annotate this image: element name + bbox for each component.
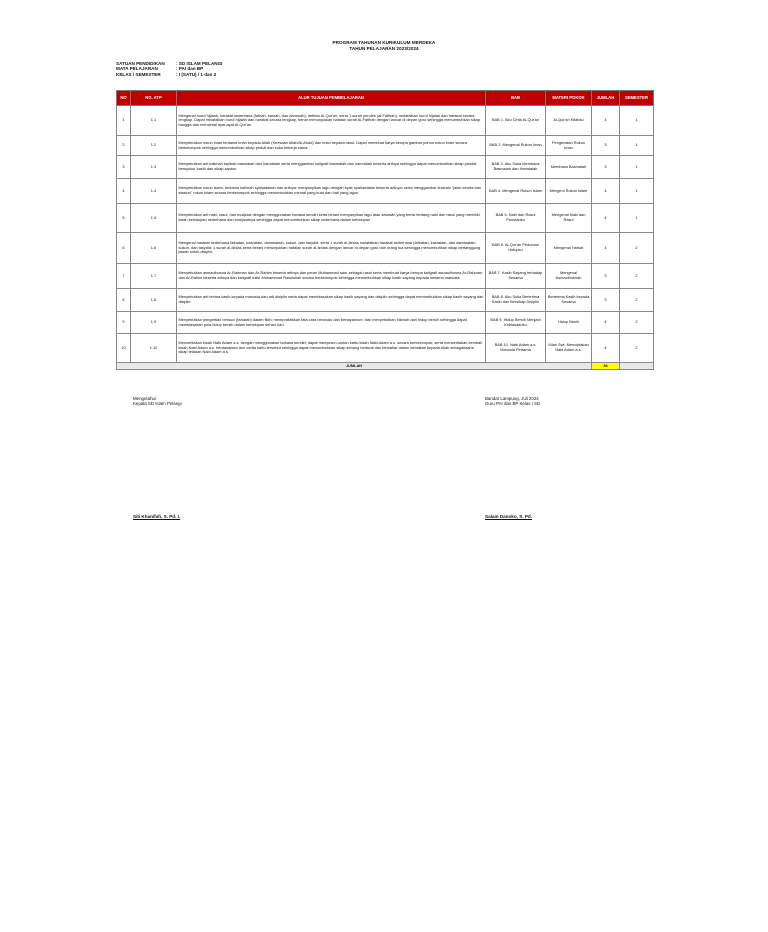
document-subtitle: TAHUN PELAJARAN 2023/2024 <box>349 46 419 51</box>
prota-table <box>116 90 654 370</box>
cell-atp: 1.2 <box>131 136 177 156</box>
cell-jumlah: 4 <box>592 106 620 136</box>
header-semester: SEMESTER <box>620 91 654 106</box>
cell-jumlah: 4 <box>592 204 620 233</box>
cell-no: 5 <box>117 204 131 233</box>
cell-jumlah: 4 <box>592 233 620 264</box>
cell-bab: BAB 5. Nabi dan Rosul Panutanku <box>486 204 546 233</box>
cell-bab: BAB 7. Kasih Sayang terhadap Sesama <box>486 264 546 289</box>
cell-no: 4 <box>117 179 131 204</box>
cell-no: 1 <box>117 106 131 136</box>
table-row <box>117 204 654 233</box>
cell-semester: 2 <box>620 264 654 289</box>
cell-semester: 2 <box>620 289 654 312</box>
kelas-value: : I (SATU) / 1 dan 2 <box>176 71 217 77</box>
cell-materi: Mengenl Rukun Islam <box>546 179 592 204</box>
cell-tujuan: Menyebutkan rukun islam, tentama kalimah syahadatain dan artinya; menyanyikan lagu dengan syair syahadatain beserta artinya; serta menggambar ilustrasi "jalan kereta dan stasiun" rukun Islam secara berkelompok sehingga menumbuhkan mental yang kuat dan hati yang agun. <box>177 179 486 204</box>
teacher-name: Salam Danoko, S. Pd. <box>485 514 532 519</box>
cell-semester: 2 <box>620 334 654 363</box>
cell-materi: Membaca Basmalah <box>546 156 592 179</box>
header-bab: BAB <box>486 91 546 106</box>
cell-semester: 2 <box>620 312 654 334</box>
header-no: NO <box>117 91 131 106</box>
cell-tujuan: Menceritakan kisah Nabi Adam a.s. dengan menggunakan bahasa sendiri; dapat menyusun urutan kartu kisah Nabi Adam a.s. secara berkelompok; serta menceritakan kembali kisah Nabi Adam a.s. berdasarkan alur cerita kartu tersebut sehingga dapat menumbuhkan sikap senang berbuat dan bersabar dalam kebaikan kepada Allah sebagaimana sikap teladan Nabi Adam a.s. <box>177 334 486 363</box>
cell-tujuan: Menyebutkan pengertian bersuci (taharah) dalam fikih; mempraktikkan tata cara berwudu dan bertayamum; dan menyebutkan hikmah dari hidup bersih sehingga dapat membiasakan pola hidup bersih dalam kehidupan sehari-hari. <box>177 312 486 334</box>
cell-semester: 1 <box>620 136 654 156</box>
cell-atp: 1.9 <box>131 312 177 334</box>
signature-right <box>485 396 540 407</box>
cell-materi: Al-Qur'an Kitabku <box>546 106 592 136</box>
cell-bab: BAB 9. Hidup Bersih Menjadi Kebiasaanku <box>486 312 546 334</box>
principal-name: Siti Khanifah, S. Pd. I. <box>133 514 181 519</box>
table-row <box>117 136 654 156</box>
cell-no: 8 <box>117 289 131 312</box>
jumlah-label: JUMLAH <box>117 363 592 370</box>
signature-left <box>133 396 182 407</box>
jumlah-total: 36 <box>592 363 620 370</box>
cell-bab: BAB 8. Aku Suka Berterima Kasih dan Bersikap Disiplin <box>486 289 546 312</box>
cell-materi: Mengenal Nabi dan Rasul <box>546 204 592 233</box>
satuan-value: : SD ISLAM PELANGI <box>176 61 223 66</box>
table-row <box>117 156 654 179</box>
cell-jumlah: 4 <box>592 179 620 204</box>
cell-bab: BAB 3. Aku Suka Membaca Basmalah dan Hamdalah <box>486 156 546 179</box>
mapel-label: MATA PELAJARAN <box>116 66 158 72</box>
cell-jumlah: 4 <box>592 312 620 334</box>
cell-jumlah: 3 <box>592 156 620 179</box>
satuan-label: SATUAN PENDIDIKAN <box>116 61 165 66</box>
cell-materi: Mengenal Harkat <box>546 233 592 264</box>
table-row <box>117 289 654 312</box>
mapel-value: : PAI dan BP <box>176 66 204 72</box>
table-row <box>117 264 654 289</box>
cell-atp: 1.8 <box>131 289 177 312</box>
cell-jumlah: 3 <box>592 264 620 289</box>
cell-atp: 1.10 <box>131 334 177 363</box>
table-row <box>117 106 654 136</box>
table-header-row <box>117 91 654 106</box>
cell-atp: 1.1 <box>131 106 177 136</box>
cell-materi: Hidup Besih <box>546 312 592 334</box>
signature-right-line1: Bandar Lampung, Juli 2024 <box>485 396 539 401</box>
jumlah-row <box>117 363 654 370</box>
cell-atp: 1.3 <box>131 156 177 179</box>
cell-semester: 1 <box>620 106 654 136</box>
cell-tujuan: Menyebutkan arti terima kasih kepada manusia dan arti disiplin serta dapat membiasakan sikap kasih sayang dan disiplin sehingga dapat menumbuhkan sikap kasih sayang dan disiplin. <box>177 289 486 312</box>
table-row <box>117 312 654 334</box>
cell-tujuan: Menyebutkan rukun iman tentama iman kepada Allah (Keesaan Allah/Al-Ahad) dan iman kepada rasul. Dapat membuat karya berupa gambar pohon rukun iman secara berkelompok sehingga menumbuhkan sikap peduli dan suka bekerja sama. <box>177 136 486 156</box>
cell-materi: Pengenalan Rukun Iman <box>546 136 592 156</box>
cell-tujuan: Mengenal huruf hijaiah, harakat sederhana (fatḥah, kasrah, dan dammah), definisi Al-Qur'an, serta 1 surah pendek (al-Fatihah), melafalkan huruf hijaiah dan harakat secara lengkap. Dapat melafalkan huruf hijaiah dan harakat secara lengkap, benar menunjukkan hafalan surah Al-Fatihah dengan lancar di depan guru sehingga menumbuhkan sikap bangga dan mencintai ayat-ayat Al-Qur'an. <box>177 106 486 136</box>
cell-no: 3 <box>117 156 131 179</box>
cell-tujuan: Menyebutkan asmaulhusna Ar-Rahman dan Ar-Rahim beserta artinya dan peran Muhammad saw. sebagai rasul serta membuat karya berupa kaligrafi asmaulhusna Ar-Rahman dan Ar-Rahim beserta artinya dan kaligrafi tulisr Muhammad Rasulullah secara berkelompok sehingga menumbuhkan sikap kasih sayang kepada sesama manusia. <box>177 264 486 289</box>
cell-jumlah: 3 <box>592 136 620 156</box>
cell-tujuan: Menyebutkan arti kalimah tayibah basmalah dan hamdalah serta menggambar kaligrafi basmalah dan hamdalah beserta artinya sehingga dapat menumbuhkan sikap pandai bersyukur kasih dan sikap santun. <box>177 156 486 179</box>
cell-materi: Allah Swt. Menciptakan Nabi Adam a.s. <box>546 334 592 363</box>
header-tujuan: ALUR TUJUAN PEMBELAJARAN <box>177 91 486 106</box>
table-row <box>117 334 654 363</box>
header-jumlah: JUMLAH <box>592 91 620 106</box>
document-meta <box>116 61 222 77</box>
cell-jumlah: 3 <box>592 289 620 312</box>
cell-bab: BAB 10. Nabi Adam a.s. Manusia Pertama <box>486 334 546 363</box>
cell-tujuan: Menyebutkan arti nabi, rasul, dan mukjizat dengan menggunakan bahasa sendiri serta berani menyanyikan lagu atau sekawin yang berisi tentang nabi dan rasul yang memiliki kisah kehidupan sederhana dan mukjizatnya sehingga dapat menumbuhkan sikap sederhana dalam kehidupan <box>177 204 486 233</box>
cell-semester: 1 <box>620 156 654 179</box>
cell-semester: 2 <box>620 233 654 264</box>
table-row <box>117 233 654 264</box>
cell-bab: BAB 6. Al-Qur'an Pedoman Hidupku <box>486 233 546 264</box>
cell-semester: 1 <box>620 179 654 204</box>
kelas-label: KELAS / SEMESTER <box>116 71 161 77</box>
jumlah-empty-cell <box>620 363 654 370</box>
header-no-atp: NO. ATP <box>131 91 177 106</box>
cell-bab: BAB 2. Mengenal Rukun Iman <box>486 136 546 156</box>
cell-semester: 1 <box>620 204 654 233</box>
cell-tujuan: Mengenal harakat sederhana fathatan, kasratain, dammatain, sukun, dan tasydid; serta 1 surah al-Ikhlas melafalkan harakat sederhana (fathatan, kasratain, dan dammatain, sukun, dan tasydid; 1 surah al-Ikhlas serta berani menunjukkan hafalan surah al-Ikhlas dengan lancar di depan guru dan orang tua sehingga menumbuhkan sikap bertanggung jawab untuk disiplin. <box>177 233 486 264</box>
cell-no: 9 <box>117 312 131 334</box>
cell-bab: BAB 4. Mengenal Rukun Islam <box>486 179 546 204</box>
signature-left-line1: Mengetahui <box>133 396 156 401</box>
cell-atp: 1.6 <box>131 233 177 264</box>
cell-atp: 1.7 <box>131 264 177 289</box>
cell-atp: 1.4 <box>131 179 177 204</box>
cell-atp: 1.5 <box>131 204 177 233</box>
cell-materi: Berterima Kasih kepada Sesama <box>546 289 592 312</box>
cell-no: 7 <box>117 264 131 289</box>
document-title: PROGRAM TAHUNAN KURIKULUM MERDEKA <box>332 40 436 45</box>
cell-no: 2 <box>117 136 131 156</box>
header-materi: MATERI POKOK <box>546 91 592 106</box>
cell-no: 6 <box>117 233 131 264</box>
cell-jumlah: 4 <box>592 334 620 363</box>
signature-left-line2: Kepala SD Islam Pelangi <box>133 401 182 407</box>
table-row <box>117 179 654 204</box>
cell-materi: Mengenal Asmaulhusnah <box>546 264 592 289</box>
cell-no: 10 <box>117 334 131 363</box>
cell-bab: BAB 1. Aku Cinta Al-Qur'an <box>486 106 546 136</box>
signature-right-line2: Guru PAI dan BP Kelas I SD <box>485 401 541 407</box>
